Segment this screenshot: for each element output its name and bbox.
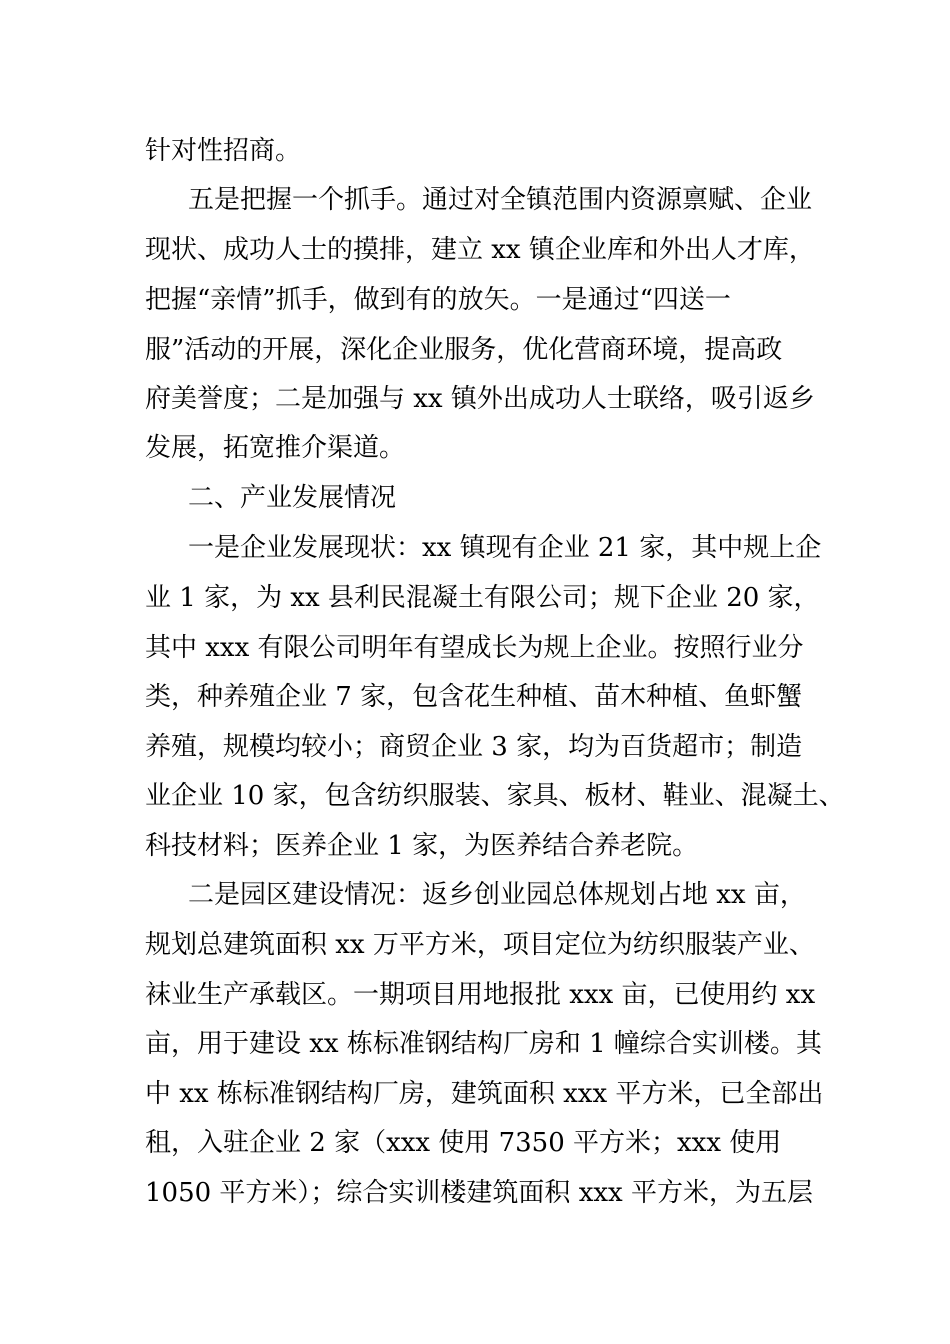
text-line: 袜业生产承载区。一期项目用地报批 xxx 亩，已使用约 xx <box>145 980 816 1010</box>
text-line: 把握“亲情”抓手，做到有的放矢。一是通过“四送一 <box>145 285 731 315</box>
section-heading: 二、产业发展情况 <box>188 483 397 513</box>
text-line: 针对性招商。 <box>145 136 302 166</box>
text-line: 养殖，规模均较小；商贸企业 3 家，均为百货超市；制造 <box>145 732 803 762</box>
text-line: 规划总建筑面积 xx 万平方米，项目定位为纺织服装产业、 <box>145 930 815 960</box>
text-line: 科技材料；医养企业 1 家，为医养结合养老院。 <box>145 831 699 861</box>
text-line: 府美誉度；二是加强与 xx 镇外出成功人士联络，吸引返乡 <box>145 384 815 414</box>
text-line: 其中 xxx 有限公司明年有望成长为规上企业。按照行业分 <box>145 633 804 663</box>
text-line: 现状、成功人士的摸排，建立 xx 镇企业库和外出人才库， <box>145 235 815 265</box>
text-line: 业 1 家，为 xx 县利民混凝土有限公司；规下企业 20 家， <box>145 583 820 613</box>
text-line: 中 xx 栋标准钢结构厂房，建筑面积 xxx 平方米，已全部出 <box>145 1079 824 1109</box>
text-line: 1050 平方米）；综合实训楼建筑面积 xxx 平方米，为五层 <box>145 1178 813 1208</box>
text-line: 类，种养殖企业 7 家，包含花生种植、苗木种植、鱼虾蟹 <box>145 682 803 712</box>
text-line: 租，入驻企业 2 家（xxx 使用 7350 平方米；xxx 使用 <box>145 1128 782 1158</box>
text-line: 亩，用于建设 xx 栋标准钢结构厂房和 1 幢综合实训楼。其 <box>145 1029 822 1059</box>
text-line: 二是园区建设情况：返乡创业园总体规划占地 xx 亩， <box>188 880 806 910</box>
text-line: 服”活动的开展，深化企业服务，优化营商环境，提高政 <box>145 335 783 365</box>
text-line: 一是企业发展现状：xx 镇现有企业 21 家，其中规上企 <box>188 533 822 563</box>
text-line: 业企业 10 家，包含纺织服装、家具、板材、鞋业、混凝土、 <box>145 781 845 811</box>
text-line: 发展，拓宽推介渠道。 <box>145 433 406 463</box>
text-line: 五是把握一个抓手。通过对全镇范围内资源禀赋、企业 <box>188 185 813 215</box>
